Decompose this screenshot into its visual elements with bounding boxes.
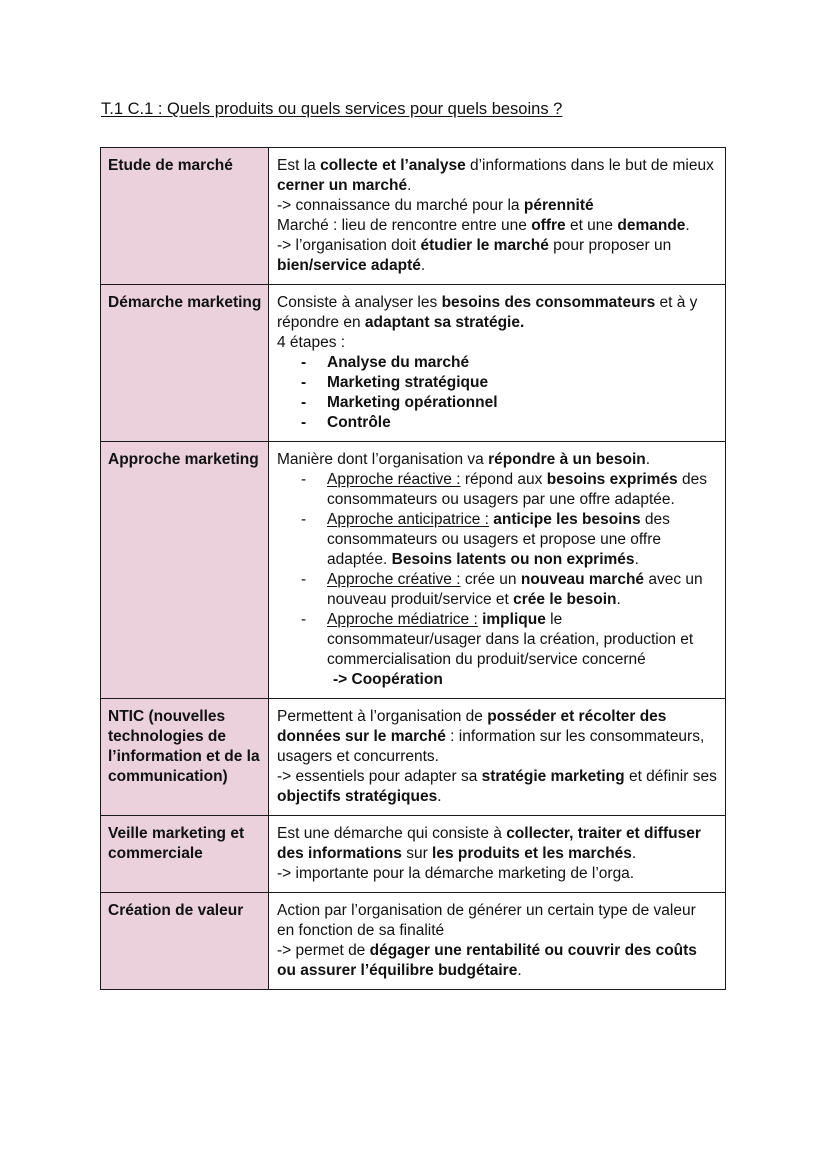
approach-name: Approche créative : [327, 571, 461, 588]
table-row [101, 699, 726, 816]
bold-text: posséder et récolter des données sur le marché [277, 708, 667, 745]
list-item [301, 610, 717, 670]
term-cell: NTIC (nouvelles technologies de l’information et de la communication) [101, 699, 269, 816]
definition-line [277, 156, 717, 196]
approach-name: Approche anticipatrice : [327, 511, 489, 528]
bold-text: Besoins latents ou non exprimés [391, 551, 635, 568]
definition-cell [269, 893, 726, 990]
bold-text: bien/service adapté [277, 257, 421, 274]
text-run: . [517, 962, 522, 979]
text-run: . [420, 257, 426, 274]
definition-line [277, 901, 717, 941]
bold-text: crée le besoin [513, 591, 617, 608]
text-run: Permettent à l’organisation de [277, 708, 488, 725]
bold-text: répondre à un besoin [488, 451, 646, 468]
text-run: avec un nouveau produit/service et [327, 571, 703, 608]
text-run: . [685, 217, 690, 234]
text-run: Est une démarche qui consiste à [277, 825, 507, 842]
text-run: -> essentiels pour adapter sa [277, 768, 482, 785]
text-run: et définir ses [624, 768, 717, 785]
bold-text: collecte et l’analyse [320, 157, 466, 174]
page-title: T.1 C.1 : Quels produits ou quels services pour quels besoins ? [101, 100, 563, 118]
definition-cell [269, 148, 726, 285]
text-run: -> permet de [277, 942, 370, 959]
term-cell: Création de valeur [101, 893, 269, 990]
list-item [301, 510, 717, 570]
text-run: . [631, 845, 637, 862]
text-run: d’informations dans le but de mieux [465, 157, 714, 174]
definition-line [277, 216, 717, 236]
bold-text: nouveau marché [520, 571, 645, 588]
conclusion-text: -> Coopération [333, 671, 443, 688]
definitions-table [100, 147, 726, 990]
text-run: et à y répondre en [277, 294, 698, 331]
text-run: Est la [277, 157, 321, 174]
definition-line [277, 941, 717, 981]
text-run: . [437, 788, 442, 805]
approach-name: Approche médiatrice : [327, 611, 478, 628]
definition-line [277, 450, 717, 470]
text-run: . [616, 591, 621, 608]
bold-text: étudier le marché [420, 237, 549, 254]
approach-name: Approche réactive : [327, 471, 461, 488]
bold-text: anticipe les besoins [493, 511, 641, 528]
bold-text: offre [531, 217, 566, 234]
bold-text: les produits et les marchés [432, 845, 632, 862]
text-run: : information sur les consommateurs, usagers et concurrents. [277, 728, 705, 765]
table-row [101, 816, 726, 893]
bold-text: besoins des consommateurs [441, 294, 656, 311]
text-run: Action par l’organisation de générer un certain type de valeur en fonction de sa finalité [277, 902, 696, 939]
bold-text: objectifs stratégiques [277, 788, 438, 805]
text-run: et une [565, 217, 618, 234]
list-item: - Contrôle [301, 413, 717, 433]
text-run: crée un [460, 571, 521, 588]
approaches-list [277, 470, 717, 670]
text-run: Manière dont l’organisation va [277, 451, 489, 468]
bold-text: besoins exprimés [546, 471, 678, 488]
definition-cell [269, 285, 726, 442]
definition-line [277, 824, 717, 864]
table-row [101, 285, 726, 442]
definition-line [277, 293, 717, 333]
list-item [301, 470, 717, 510]
table-row [101, 442, 726, 699]
text-run: pour proposer un [548, 237, 672, 254]
definition-line [277, 767, 717, 807]
text-run: -> connaissance du marché pour la [277, 197, 524, 214]
text-run: -> l’organisation doit [277, 237, 421, 254]
text-run: sur [401, 845, 433, 862]
definition-line [277, 196, 717, 216]
bold-text: collecter, traiter et diffuser des informations [277, 825, 701, 862]
bold-text: pérennité [523, 197, 594, 214]
text-run: Marché : lieu de rencontre entre une [277, 217, 532, 234]
text-run: . [645, 451, 651, 468]
list-item [301, 570, 717, 610]
table-row [101, 148, 726, 285]
term-cell: Approche marketing [101, 442, 269, 699]
text-run: . [634, 551, 639, 568]
definition-line [277, 236, 717, 276]
text-run: . [407, 177, 412, 194]
bold-text: dégager une rentabilité ou couvrir des coûts ou assurer l’équilibre budgétaire [277, 942, 697, 979]
bold-text: cerner un marché [277, 177, 408, 194]
bold-text: stratégie marketing [481, 768, 625, 785]
text-run: des consommateurs ou usagers et propose une offre adaptée. [327, 511, 670, 568]
text-run: -> importante pour la démarche marketing de l’orga. [277, 865, 635, 882]
definition-cell [269, 442, 726, 699]
table-row [101, 893, 726, 990]
term-cell: Veille marketing et commerciale [101, 816, 269, 893]
term-cell: Démarche marketing [101, 285, 269, 442]
list-item: - Analyse du marché [301, 353, 717, 373]
steps-list [277, 353, 717, 433]
text-run: 4 étapes : [277, 334, 346, 351]
bold-text: adaptant sa stratégie. [364, 314, 525, 331]
list-item: - Marketing stratégique [301, 373, 717, 393]
definition-line [277, 864, 717, 884]
text-run: le consommateur/usager dans la création, production et commercialisation du produit/service concerné [327, 611, 694, 668]
text-run: Consiste à analyser les [277, 294, 442, 311]
bold-text: demande [617, 217, 686, 234]
text-run: répond aux [460, 471, 547, 488]
definition-line [277, 333, 717, 353]
list-item: - Marketing opérationnel [301, 393, 717, 413]
definition-cell [269, 816, 726, 893]
definition-cell [269, 699, 726, 816]
text-run: des consommateurs ou usagers par une offre adaptée. [327, 471, 707, 508]
bold-text: implique [482, 611, 546, 628]
definition-line [277, 707, 717, 767]
term-cell: Etude de marché [101, 148, 269, 285]
